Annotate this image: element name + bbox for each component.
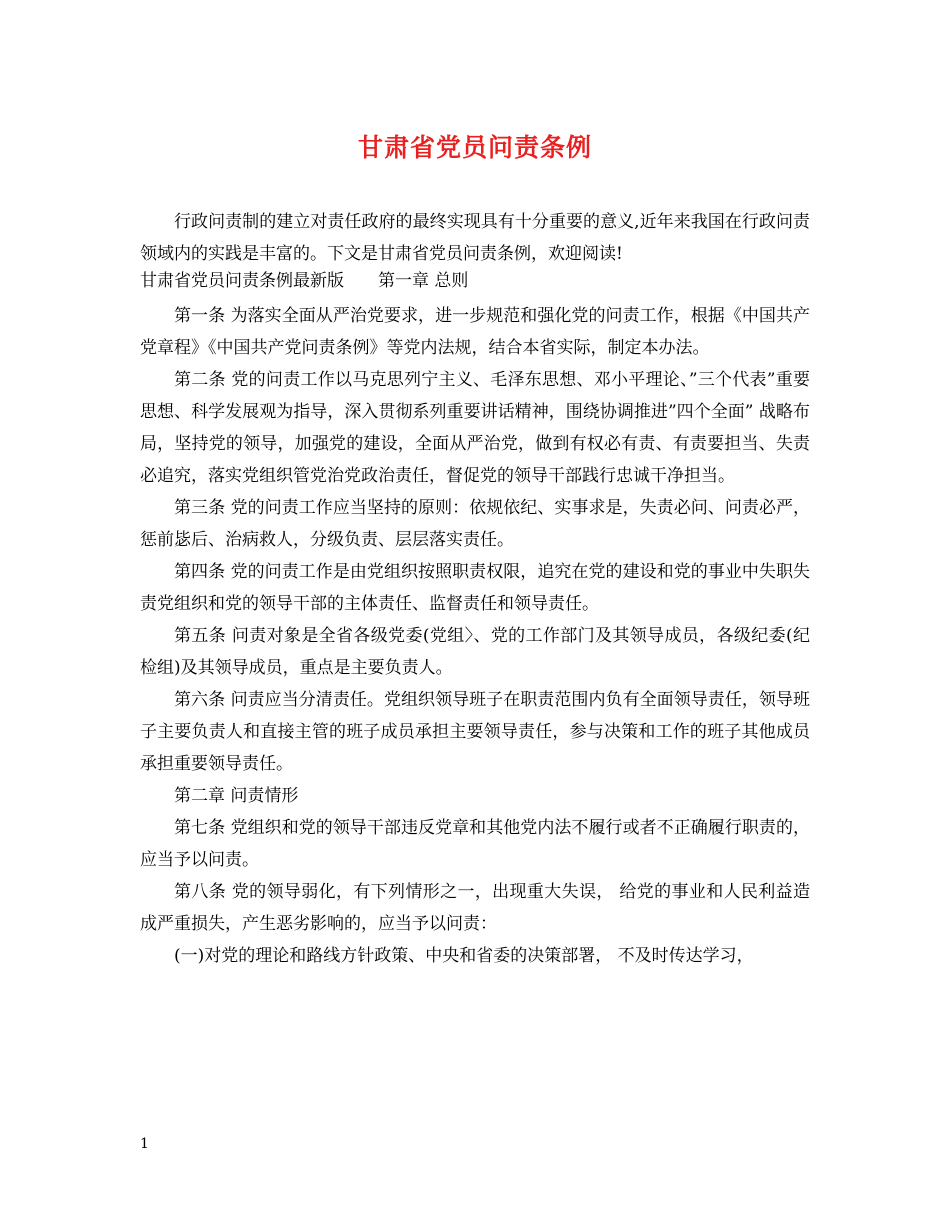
article-7: 第七条 党组织和党的领导干部违反党章和其他党内法不履行或者不正确履行职责的，应当予以问责。 xyxy=(140,818,810,870)
chapter-heading-2: 第二章 问责情形 xyxy=(174,786,299,806)
article-8-item-1: (一)对党的理论和路线方针政策、中央和省委的决策部署， 不及时传达学习， xyxy=(174,946,754,966)
intro-paragraph: 行政问责制的建立对责任政府的最终实现具有十分重要的意义,近年来我国在行政问责领域内的实践是丰富的。下文是甘肃省党员问责条例，欢迎阅读! xyxy=(140,212,810,264)
chapter-heading-1: 甘肃省党员问责条例最新版 第一章 总则 xyxy=(140,271,469,291)
article-2: 第二条 党的问责工作以马克思列宁主义、毛泽东思想、邓小平理论、”三个代表”重要思想、科学发展观为指导，深入贯彻系列重要讲话精神，围绕协调推进”四个全面” 战略布局，坚持党的领导，加强党的建设，全面从严治党，做到有权必有责、有责要担当、失责必追究，落实党组织管党治党政治责任，督促党的领导干部践行忠诚干净担当。 xyxy=(140,370,810,486)
article-4: 第四条 党的问责工作是由党组织按照职责权限，追究在党的建设和党的事业中失职失责党组织和党的领导干部的主体责任、监督责任和领导责任。 xyxy=(140,562,810,614)
document-body xyxy=(140,206,810,972)
article-3: 第三条 党的问责工作应当坚持的原则：依规依纪、实事求是，失责必问、问责必严，惩前毖后、治病救人，分级负责、层层落实责任。 xyxy=(140,498,810,550)
article-8: 第八条 党的领导弱化，有下列情形之一，出现重大失误， 给党的事业和人民利益造成严重损失，产生恶劣影响的，应当予以问责： xyxy=(140,882,810,934)
document-title: 甘肃省党员问责条例 xyxy=(357,133,592,162)
article-6: 第六条 问责应当分清责任。党组织领导班子在职责范围内负有全面领导责任，领导班子主要负责人和直接主管的班子成员承担主要领导责任，参与决策和工作的班子其他成员承担重要领导责任。 xyxy=(140,690,810,774)
article-1: 第一条 为落实全面从严治党要求，进一步规范和强化党的问责工作，根据《中国共产党章程》《中国共产党问责条例》等党内法规，结合本省实际，制定本办法。 xyxy=(140,306,810,358)
article-5: 第五条 问责对象是全省各级党委(党组〉、党的工作部门及其领导成员，各级纪委(纪检组)及其领导成员，重点是主要负责人。 xyxy=(140,626,810,678)
page-number: 1 xyxy=(140,1136,149,1152)
